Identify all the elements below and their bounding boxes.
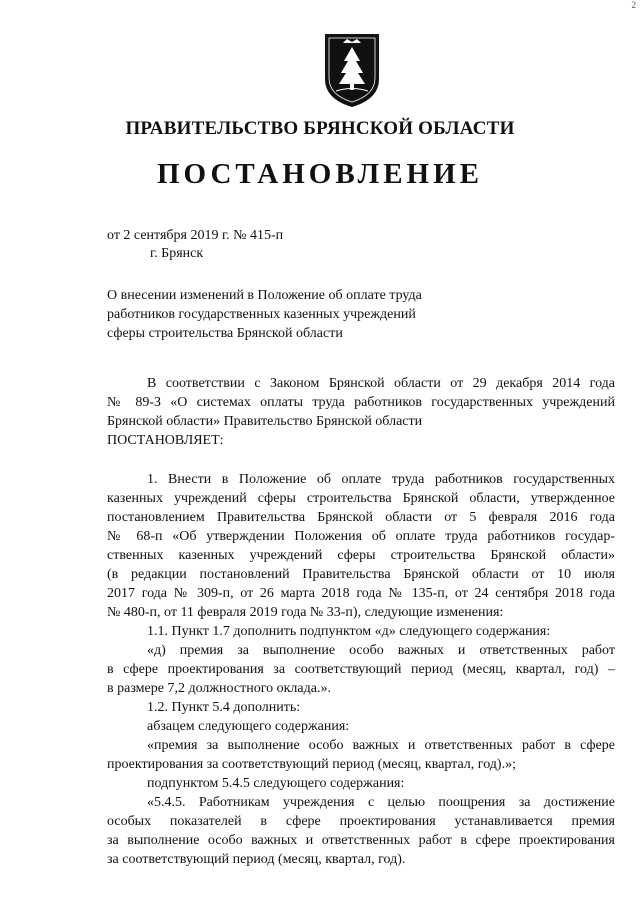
clause-line: подпунктом 5.4.5 следующего содержания: <box>147 776 405 791</box>
clause-line: «5.4.5. Работникам учреждения с целью поощрения за достижение <box>147 795 615 810</box>
clause-line: ственных казенных учреждений сферы строительства Брянской области» <box>107 548 615 563</box>
city: г. Брянск <box>150 246 204 261</box>
clause-line: постановлением Правительства Брянской области от 5 февраля 2016 года <box>107 510 615 525</box>
clause-line: 1. Внести в Положение об оплате труда работников государственных <box>147 472 615 487</box>
clause-line: особых показателей в сфере проектирования устанавливается премия <box>107 814 615 829</box>
clause-line: № 68-п «Об утверждении Положения об оплате труда работников государ- <box>107 529 615 544</box>
clause-line: казенных учреждений сферы строительства Брянской области, утвержденное <box>107 491 615 506</box>
subject-line: сферы строительства Брянской области <box>107 326 343 341</box>
clause-line: абзацем следующего содержания: <box>147 719 350 734</box>
clause-line: 2017 года № 309-п, от 26 марта 2018 года № 135-п, от 24 сентября 2018 года <box>107 586 615 601</box>
preamble-line: В соответствии с Законом Брянской области от 29 декабря 2014 года <box>147 376 615 391</box>
subject-line: О внесении изменений в Положение об оплате труда <box>107 288 422 303</box>
date-and-number: от 2 сентября 2019 г. № 415-п <box>107 228 284 243</box>
document-body <box>107 374 615 869</box>
resolves-heading: ПОСТАНОВЛЯЕТ: <box>107 433 224 448</box>
clause-line: «премия за выполнение особо важных и ответственных работ в сфере <box>147 738 615 753</box>
preamble-line: № 89-З «О системах оплаты труда работников государственных учреждений <box>107 395 615 410</box>
clause-line: за выполнение особо важных и ответственных работ в сфере проектирования <box>107 833 615 848</box>
clause-line: 1.1. Пункт 1.7 дополнить подпунктом «д» следующего содержания: <box>147 624 551 639</box>
clause-line: № 480-п, от 11 февраля 2019 года № 33-п), следующие изменения: <box>107 605 504 620</box>
subject-line: работников государственных казенных учреждений <box>107 307 416 322</box>
clause-line: за соответствующий период (месяц, квартал, год). <box>107 852 406 867</box>
clause-line: проектирования за соответствующий период (месяц, квартал, год).»; <box>107 757 516 772</box>
clause-line: в сфере проектирования за соответствующий период (месяц, квартал, год) – <box>107 662 615 677</box>
document-subject <box>107 286 467 343</box>
clause-line: в размере 7,2 должностного оклада.». <box>107 681 331 696</box>
government-title: ПРАВИТЕЛЬСТВО БРЯНСКОЙ ОБЛАСТИ <box>125 118 515 139</box>
clause-line: 1.2. Пункт 5.4 дополнить: <box>147 700 301 715</box>
clause-line: «д) премия за выполнение особо важных и ответственных работ <box>147 643 615 658</box>
preamble-line: Брянской области» Правительство Брянской области <box>107 414 423 429</box>
document-type-title: ПОСТАНОВЛЕНИЕ <box>156 158 483 190</box>
clause-line: (в редакции постановлений Правительства Брянской области от 10 июля <box>107 567 615 582</box>
coat-of-arms-icon <box>322 31 382 109</box>
page-number: 2 <box>631 0 636 10</box>
